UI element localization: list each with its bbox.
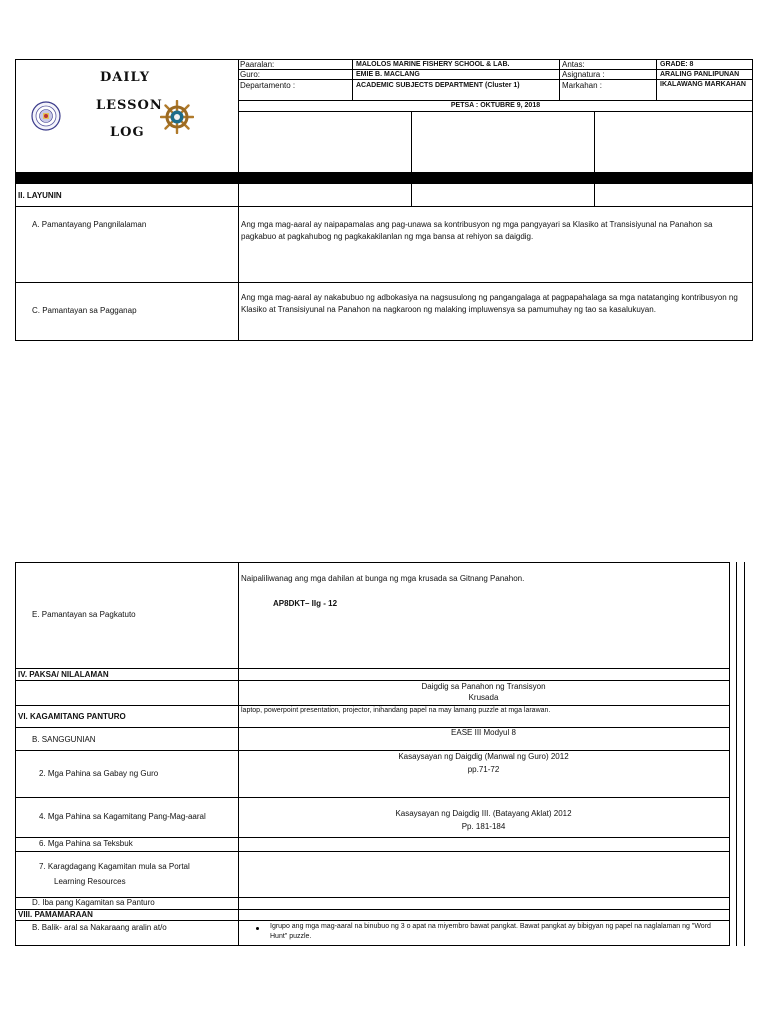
gabay-guro-line-2: pp.71-72 [467, 765, 500, 774]
balik-aral-label: B. Balik- aral sa Nakaraang aralin at/o [32, 923, 167, 932]
kagamitan-content: laptop, powerpoint presentation, projector, inihandang papel na may lamang puzzle at mga larawan. [241, 707, 551, 714]
pamantayang-pangnilalaman-content: Ang mga mag-aaral ay naipapamalas ang pag-unawa sa kontribusyon ng mga pangyayari sa Klasiko at Transisiyunal na Panahon sa pagkabuo at pagkahubog ng pagkakakilanlan ng mga bansa at rehiyon sa daigdig. [241, 220, 713, 241]
pamantayan-pagkatuto-label: E. Pamantayan sa Pagkatuto [32, 610, 136, 619]
title-log: LOG [110, 125, 145, 140]
guro-label: Guro: [240, 70, 261, 79]
antas-label: Antas: [562, 60, 585, 69]
pamantayan-pagkatuto-content: Naipaliliwanag ang mga dahilan at bunga ng mga krusada sa Gitnang Panahon. [241, 574, 525, 583]
antas-value: GRADE: 8 [660, 61, 694, 68]
deped-seal-icon [31, 101, 61, 131]
markahan-label: Markahan : [562, 81, 603, 90]
ship-wheel-icon [160, 100, 194, 134]
gabay-guro-label: 2. Mga Pahina sa Gabay ng Guro [39, 769, 159, 778]
gabay-guro-line-1: Kasaysayan ng Daigdig (Manwal ng Guro) 2012 [398, 752, 569, 761]
layunin-heading: II. LAYUNIN [18, 191, 62, 200]
paksa-line-1: Daigdig sa Panahon ng Transisyon [421, 682, 546, 691]
petsa-label: PETSA : OKTUBRE 9, 2018 [450, 102, 541, 109]
kagamitang-mag-aaral-line-2: Pp. 181-184 [461, 822, 506, 831]
paksa-heading: IV. PAKSA/ NILALAMAN [18, 670, 109, 679]
title-daily: DAILY [100, 70, 151, 85]
kagamitang-mag-aaral-label: 4. Mga Pahina sa Kagamitang Pang-Mag-aaral [39, 812, 206, 821]
portal-label-line-1: 7. Karagdagang Kagamitan mula sa Portal [39, 862, 190, 871]
departamento-value: ACADEMIC SUBJECTS DEPARTMENT (Cluster 1) [356, 82, 520, 89]
kagamitang-mag-aaral-line-1: Kasaysayan ng Daigdig III. (Batayang Aklat) 2012 [395, 809, 572, 818]
kagamitan-heading: VI. KAGAMITANG PANTURO [18, 712, 126, 721]
guro-value: EMIE B. MACLANG [356, 71, 420, 78]
paaralan-value: MALOLOS MARINE FISHERY SCHOOL & LAB. [356, 61, 510, 68]
bullet-icon [256, 927, 259, 930]
pamantayang-pangnilalaman-label: A. Pamantayang Pangnilalaman [32, 220, 147, 229]
pamantayan-pagganap-content: Ang mga mag-aaral ay nakabubuo ng adbokasiya na nagsusulong ng pangangalaga at pagpapahalaga sa mga natatanging kontribusyon ng Klasiko at Transisiyunal na Panahon na nagkaroon ng malaking impluwensya sa pamumuhay ng tao sa kasalukuyan. [241, 293, 738, 314]
black-band [15, 172, 753, 184]
paksa-line-2: Krusada [468, 693, 499, 702]
portal-label-line-2: Learning Resources [54, 877, 126, 886]
markahan-value: IKALAWANG MARKAHAN [660, 81, 746, 88]
competency-code: AP8DKT– IIg - 12 [273, 599, 338, 608]
sanggunian-label: B. SANGGUNIAN [32, 735, 96, 744]
sanggunian-content: EASE III Modyul 8 [451, 728, 516, 737]
paaralan-label: Paaralan: [240, 60, 275, 69]
asignatura-label: Asignatura : [562, 70, 605, 79]
asignatura-value: ARALING PANLIPUNAN [660, 71, 740, 78]
departamento-label: Departamento : [240, 81, 296, 90]
pamamaraan-heading: VIII. PAMAMARAAN [18, 910, 93, 919]
teksbuk-label: 6. Mga Pahina sa Teksbuk [39, 839, 133, 848]
balik-aral-content: Igrupo ang mga mag-aaral na binubuo ng 3 o apat na miyembro bawat pangkat. Bawat pangkat ay bibigyan ng papel na naglalaman ng "Word Hunt" puzzle. [270, 923, 711, 940]
iba-pang-kagamitan-label: D. Iba pang Kagamitan sa Panturo [32, 898, 155, 907]
pamantayan-pagganap-label: C. Pamantayan sa Pagganap [32, 306, 137, 315]
title-lesson: LESSON [96, 98, 163, 113]
